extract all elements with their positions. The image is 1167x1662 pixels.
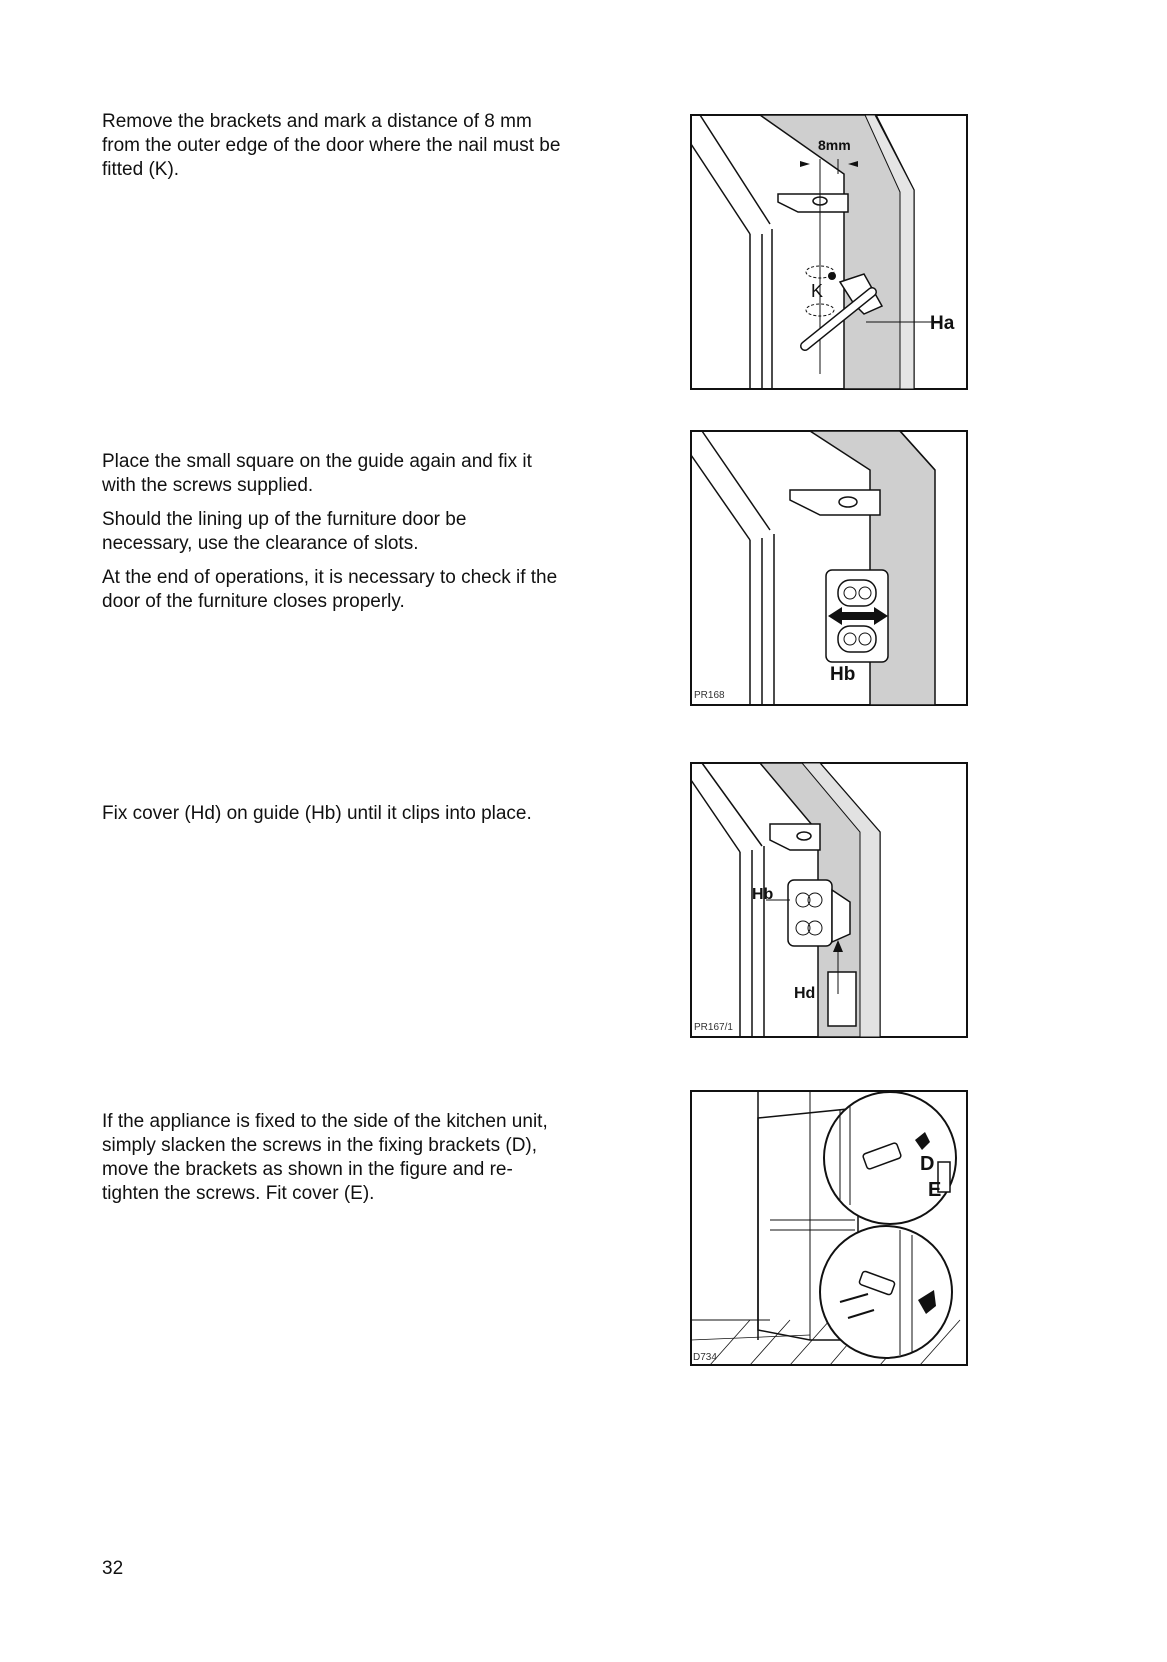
nail-label: K bbox=[811, 281, 824, 301]
figure-square-on-guide bbox=[690, 430, 968, 706]
guide-label: Hb bbox=[830, 664, 856, 685]
paragraph: Remove the brackets and mark a distance of 8 mm from the outer edge of the door where the nail must be fitted (K). bbox=[102, 111, 561, 180]
paragraph: Place the small square on the guide again and fix it with the screws supplied. bbox=[102, 451, 532, 496]
bracket-label: Ha bbox=[930, 313, 955, 334]
figure-code: D734 bbox=[693, 1352, 717, 1363]
page-number: 32 bbox=[102, 1558, 124, 1579]
section-3-text bbox=[102, 802, 562, 836]
figure-code: PR167/1 bbox=[694, 1022, 733, 1033]
figure-side-fixing bbox=[690, 1090, 968, 1366]
paragraph: At the end of operations, it is necessary to check if the door of the furniture closes properly. bbox=[102, 567, 558, 612]
guide-label: Hb bbox=[752, 886, 774, 903]
figure-code: PR168 bbox=[694, 690, 725, 701]
figure-cover-on-guide bbox=[690, 762, 968, 1038]
paragraph: If the appliance is fixed to the side of the kitchen unit, simply slacken the screws in the fixing brackets (D), move the brackets as shown in the figure and re-tighten the screws. Fit cover (E). bbox=[102, 1111, 548, 1204]
figure-nail-marking bbox=[690, 114, 968, 390]
cover-label: E bbox=[928, 1179, 942, 1201]
section-2-text bbox=[102, 450, 562, 624]
section-1-text bbox=[102, 110, 562, 192]
dimension-label: 8mm bbox=[818, 137, 851, 153]
section-4-text bbox=[102, 1110, 562, 1216]
cover-label: Hd bbox=[794, 985, 816, 1002]
paragraph: Fix cover (Hd) on guide (Hb) until it clips into place. bbox=[102, 803, 532, 824]
bracket-label: D bbox=[920, 1153, 935, 1175]
paragraph: Should the lining up of the furniture door be necessary, use the clearance of slots. bbox=[102, 509, 467, 554]
